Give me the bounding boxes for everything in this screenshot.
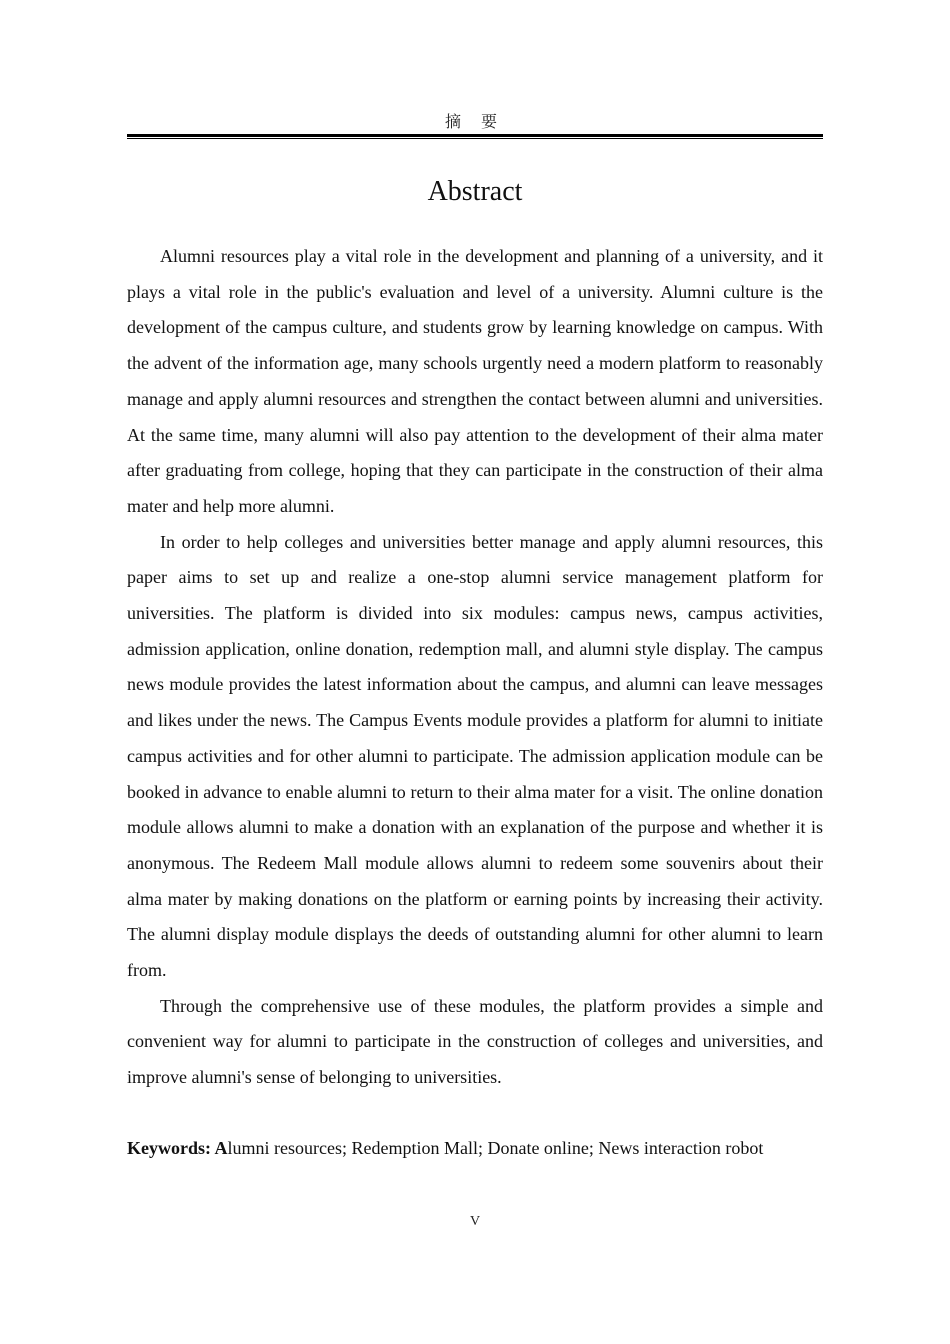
keywords-label: Keywords:: [127, 1138, 215, 1158]
abstract-paragraph-2: In order to help colleges and universities better manage and apply alumni resources, this paper aims to set up and realize a one-stop alumni service management platform for universities. The platform is divided into six modules: campus news, campus activities, admission application, online donation, redemption mall, and alumni style display. The campus news module provides the latest information about the campus, and alumni can leave messages and likes under the news. The Campus Events module provides a platform for alumni to initiate campus activities and for other alumni to participate. The admission application module can be booked in advance to enable alumni to return to their alma mater for a visit. The online donation module allows alumni to make a donation with an explanation of the purpose and whether it is anonymous. The Redeem Mall module allows alumni to redeem some souvenirs about their alma mater by making donations on the platform or earning points by increasing their activity. The alumni display module displays the deeds of outstanding alumni for other alumni to learn from.: [127, 531, 823, 981]
page-number: V: [469, 1214, 481, 1229]
keywords-line: [127, 1133, 823, 1163]
header-rule-thin: [127, 138, 823, 139]
running-header: 摘 要: [444, 114, 505, 131]
keywords-first-letter: A: [214, 1138, 228, 1158]
keywords-list: lumni resources; Redemption Mall; Donate online; News interaction robot: [227, 1138, 764, 1158]
page-title: Abstract: [427, 176, 523, 207]
header-rule-thick: [127, 134, 823, 137]
abstract-body: [127, 239, 823, 1096]
abstract-paragraph-1: Alumni resources play a vital role in the development and planning of a university, and it plays a vital role in the public's evaluation and level of a university. Alumni culture is the development of the campus culture, and students grow by learning knowledge on campus. With the advent of the information age, many schools urgently need a modern platform to reasonably manage and apply alumni resources and strengthen the contact between alumni and universities. At the same time, many alumni will also pay attention to the development of their alma mater after graduating from college, hoping that they can participate in the construction of their alma mater and help more alumni.: [127, 246, 823, 516]
abstract-paragraph-3: Through the comprehensive use of these modules, the platform provides a simple and convenient way for alumni to participate in the construction of colleges and universities, and improve alumni's sense of belonging to universities.: [127, 995, 823, 1088]
